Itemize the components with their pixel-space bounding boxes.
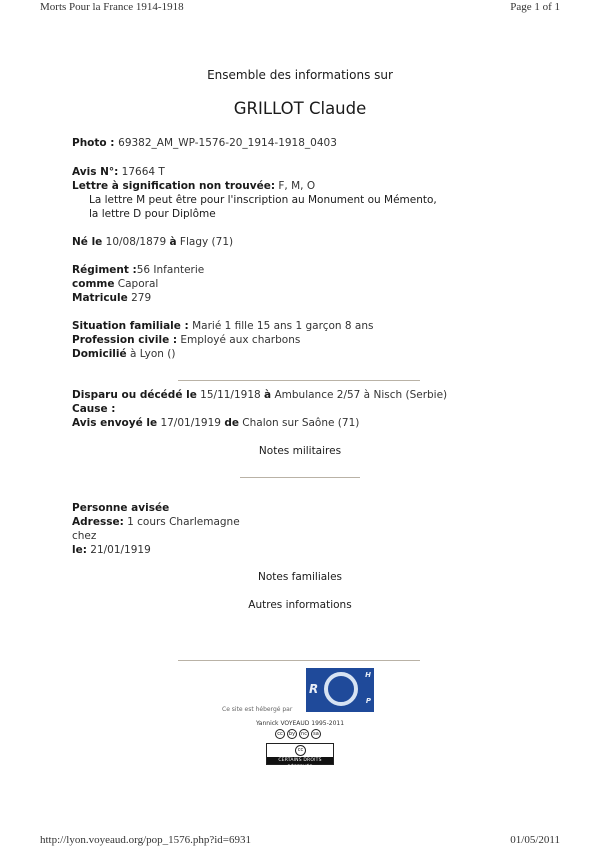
domicile-label: Domicilié xyxy=(72,348,127,360)
avis-envoye-place: Chalon sur Saône (71) xyxy=(238,417,360,429)
le-value: 21/01/1919 xyxy=(86,544,151,556)
photo-label: Photo : xyxy=(72,137,119,149)
situation-label: Situation familiale : xyxy=(72,320,189,332)
deces-date: 15/11/1918 xyxy=(196,389,265,401)
section-autres-informations: Autres informations xyxy=(248,599,352,611)
page-subtitle: Ensemble des informations sur xyxy=(207,68,393,82)
cc-nc-icon: nc xyxy=(299,729,309,739)
site-title: Morts Pour la France 1914-1918 xyxy=(40,1,184,13)
deces-label: Disparu ou décédé le xyxy=(72,389,197,401)
avis-value: 17664 T xyxy=(118,166,165,178)
chez-label: chez xyxy=(72,530,97,542)
matricule-value: 279 xyxy=(127,292,152,304)
lettre-line xyxy=(72,179,315,193)
domicile-value: Lyon () xyxy=(136,348,176,360)
profession-line xyxy=(72,333,300,347)
matricule-label: Matricule xyxy=(72,292,128,304)
cc-mini-icon: cc xyxy=(295,745,306,756)
deces-place: Ambulance 2/57 à Nisch (Serbie) xyxy=(271,389,448,401)
divider-1 xyxy=(178,380,420,381)
domicile-line xyxy=(72,347,175,361)
cause-line xyxy=(72,402,116,416)
lettre-note-2: la lettre D pour Diplôme xyxy=(89,208,216,220)
regiment-label: Régiment : xyxy=(72,264,137,276)
deces-line xyxy=(72,388,447,402)
regiment-line xyxy=(72,263,204,277)
grade-line xyxy=(72,277,158,291)
avis-envoye-date: 17/01/1919 xyxy=(157,417,225,429)
le-label: le: xyxy=(72,544,87,556)
avis-envoye-de: de xyxy=(224,417,239,429)
profession-label: Profession civile : xyxy=(72,334,178,346)
host-logo-r: R xyxy=(309,682,319,696)
regiment-value: 56 Infanterie xyxy=(136,264,205,276)
host-logo[interactable] xyxy=(306,668,374,712)
cc-icon: cc xyxy=(275,729,285,739)
avis-envoye-line xyxy=(72,416,359,430)
cc-badge-text: CERTAINS DROITS RÉSERVÉS xyxy=(267,757,333,764)
grade-value: Caporal xyxy=(114,278,159,290)
avis-envoye-label: Avis envoyé le xyxy=(72,417,158,429)
cc-badge[interactable] xyxy=(266,743,334,770)
personne-title xyxy=(72,501,169,515)
le-line xyxy=(72,543,151,557)
divider-2 xyxy=(240,477,360,478)
adresse-value: 1 cours Charlemagne xyxy=(123,516,240,528)
naissance-line xyxy=(72,235,233,249)
situation-line xyxy=(72,319,373,333)
divider-3 xyxy=(178,660,420,661)
section-notes-militaires: Notes militaires xyxy=(258,445,342,457)
print-header xyxy=(0,1,600,15)
cc-license-icons[interactable] xyxy=(275,729,321,739)
cc-badge-top xyxy=(267,744,333,757)
print-footer xyxy=(0,834,600,848)
situation-value: Marié 1 fille 15 ans 1 garçon 8 ans xyxy=(188,320,374,332)
chez-line xyxy=(72,529,96,543)
footer-date: 01/05/2011 xyxy=(510,834,560,846)
naissance-label: Né le xyxy=(72,236,103,248)
author-credit: Yannick VOYEAUD 1995-2011 xyxy=(255,720,345,727)
host-logo-h: H xyxy=(365,671,371,679)
naissance-date: 10/08/1879 xyxy=(102,236,170,248)
host-logo-p: P xyxy=(365,697,371,705)
page-info: Page 1 of 1 xyxy=(510,1,560,13)
cc-by-icon: by xyxy=(288,731,296,737)
page-title: GRILLOT Claude xyxy=(233,99,367,118)
host-logo-ring-icon xyxy=(324,672,358,706)
cc-sa-icon: sa xyxy=(311,729,321,739)
avis-line xyxy=(72,165,165,179)
lettre-value: F, M, O xyxy=(275,180,316,192)
profession-value: Employé aux charbons xyxy=(177,334,301,346)
matricule-line xyxy=(72,291,151,305)
adresse-label: Adresse: xyxy=(72,516,124,528)
grade-label: comme xyxy=(72,278,115,290)
footer-url: http://lyon.voyeaud.org/pop_1576.php?id=6931 xyxy=(40,834,252,846)
lettre-note-1: La lettre M peut être pour l'inscription au Monument ou Mémento, xyxy=(89,194,437,206)
photo-line xyxy=(72,136,337,150)
lettre-label: Lettre à signification non trouvée: xyxy=(72,180,276,192)
photo-value: 69382_AM_WP-1576-20_1914-1918_0403 xyxy=(118,137,337,149)
personne-title-text: Personne avisée xyxy=(72,502,170,514)
cause-label: Cause : xyxy=(72,403,116,415)
domicile-a: à xyxy=(126,348,137,360)
deces-a: à xyxy=(264,389,272,401)
avis-label: Avis N°: xyxy=(72,166,119,178)
section-notes-familiales: Notes familiales xyxy=(257,571,343,583)
naissance-a: à xyxy=(169,236,177,248)
adresse-line xyxy=(72,515,240,529)
host-text: Ce site est hébergé par xyxy=(222,706,293,713)
naissance-place: Flagy (71) xyxy=(176,236,234,248)
